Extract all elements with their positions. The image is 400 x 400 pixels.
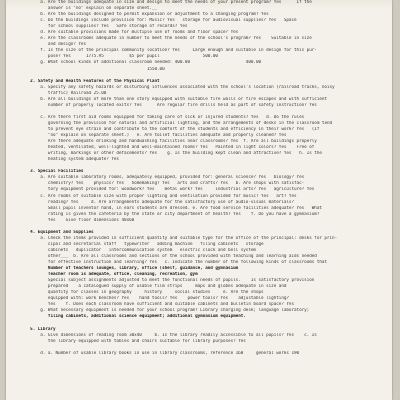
text-line: Yes f. Does each classroom have sufficient and suitable cabinets and bulletin board space? Yes xyxy=(20,302,295,308)
text-line: 1550.00 xyxy=(20,66,165,72)
text-line: reading? Yes d. Are arrangements adequate for the satisfactory use of audio-visual materials? xyxy=(20,199,295,205)
text-line: number of properly located exits? Yes Are regular fire drills held as part of safety instruction? Yes xyxy=(20,102,317,108)
text-line: filing cabinets, additional science equipment; additional gymnasium equipment. xyxy=(20,314,246,320)
text-line: a. Give dimensions of reading room 30x40 b. Is the library readily accessible to all pupils? Yes c. Is xyxy=(20,332,317,338)
text-line: d. a. Number of usable library books in use in library classrooms, reference 160 general works 190 xyxy=(20,350,300,356)
text-line: tory equipment provided for: woodwork? Yes metal work? Yes industrial arts? Yes agriculture? Yes xyxy=(20,187,315,193)
text-line: Yes Give floor dimensions 40x60 xyxy=(20,217,135,223)
text-line: answer is "no" explain on separate sheet.__ xyxy=(20,6,158,12)
text-line: heated, ventilated, well-lighted and well-maintained rooms? Yes Painted in light colors? Yes Free of xyxy=(20,145,315,151)
text-line: cabinets duplicator intercommunication system electric clock and bell system xyxy=(20,247,256,253)
text-line: heating system adequate? Yes xyxy=(20,157,119,163)
text-line: for school supplies? Yes Safe storage of records? Yes xyxy=(20,24,188,30)
text-line: c. Are there first aid rooms equipped for taking care of sick or injured students? Yes d. Do the rules xyxy=(20,114,305,120)
text-line: Number of teachers lounges, library, office (shelf, guidance, and gymnasium xyxy=(20,266,239,272)
text-line: a. Check the items provided in sufficient quantity and suitable type for the office of the principal: desks for prin- xyxy=(20,235,338,241)
text-line: chemistry? Yes physics? Yes homemaking? Yes arts and crafts? Yes b. Are shops with satisfac- xyxy=(20,181,305,187)
document-text xyxy=(20,0,384,357)
text-line: g. What school kinds of additional classroom needed: 400.00 400.00 xyxy=(20,60,262,66)
text-line: d. Are suitable provisions made for multiple use of rooms and floor space? Yes xyxy=(20,30,239,36)
text-line: e. Are the classrooms adequate in number to meet the needs of the school's program? Yes Suitable in size xyxy=(20,36,312,42)
text-line: governing the provision for natural and artificial lighting, and the arrangements of desks in the classroom tend xyxy=(20,120,333,126)
text-line: a. Are the buildings adequate in size and design to meet the needs of your present program? Yes If the xyxy=(20,0,312,5)
text-line: cipal and secretarial staff typewriter adding machine filing cabinets storage xyxy=(20,241,264,247)
text-line: other___ b. Are all classrooms and sections of the school provided with teaching and learning aids needed xyxy=(20,253,317,259)
text-line: equipped with: work benches? Yes hand tools? Yes power tools? Yes adjustable lighting? xyxy=(20,296,289,302)
text-line: Teacher room is adequate, office, cleaning, recreation, gym xyxy=(20,272,198,278)
text-line: 2. Safety and Health Features of the Physical Plant xyxy=(20,78,160,84)
text-line: 3. Special Facilities xyxy=(20,169,84,175)
text-line: pose? Yes 1775.95 $5 per pupil 500.00 xyxy=(20,54,218,60)
text-line: g. What necessary equipment is needed for your school program? Library charging desk; language laboratory; xyxy=(20,308,310,314)
text-line: c. Are rooms of suitable size with proper lighting and ventilation provided for music? Yes art? Yes xyxy=(20,193,297,199)
text-line: to prevent eye strain and contribute to the comfort of the students and efficiency in their work? Yes (If xyxy=(20,126,320,132)
text-line: a. Specify any safety hazards or disturbing influences associated with the school's location (railroad tracks, noisy xyxy=(20,84,335,90)
text-line: f. Is the size of the principal community location? Yes Large enough and suitable in design for this pur- xyxy=(20,48,317,54)
text-line: quantity for classes in geography history social studies e. Are the shops xyxy=(20,290,264,296)
text-line: and design? Yes xyxy=(20,42,86,48)
text-line: writing, markings or other defacements? Yes g. Is the building kept clean and attractive? Yes h. Is the xyxy=(20,151,322,157)
text-line: b. Are all buildings of more than one story equipped with suitable fire walls or fire escapes and with sufficient xyxy=(20,96,327,102)
text-line: Are there adequate drinking and handwashing facilities near classrooms? Yes f. Are all buildings properly xyxy=(20,139,317,145)
text-line: "no" explain on separate sheet.) e. Are toilet facilities adequate and properly cleaned? Yes xyxy=(20,133,287,139)
text-line: Special subject assignments adjusted to meet the functional needs of pupils. Is satisfactory provision xyxy=(20,278,315,284)
text-line: rating is given the cafeteria by the state or city department of health? Yes f. Do you have a gymnasium? xyxy=(20,211,320,217)
text-line: the library equipped with tables and chairs suitable for library purposes? Yes xyxy=(20,338,246,344)
text-line: 5. Library xyxy=(20,326,56,332)
text-line: c. Do the buildings include provision for: Music? Yes storage for audiovisual supplies? Yes Space xyxy=(20,18,297,24)
text-line: for effective instruction and learning? Yes c. Indicate the number of the following kinds of classrooms that xyxy=(20,260,327,266)
text-line: traffic) Railroad 25.00 xyxy=(20,90,107,96)
text-line: b. Are the buildings designed to permit expansion or adjustment to a changing program? Yes xyxy=(20,12,269,18)
text-line: prepared a catalogued supply of usable film strips maps and globes adequate in size and xyxy=(20,284,287,290)
text-line: a. Are suitable laboratory rooms, adequately equipped, provided for: general science? Yes biology? Yes xyxy=(20,175,305,181)
text-line: Small pupil inventor hand, in ears students are dressed. e. Are food service facilities adequate? Yes What xyxy=(20,205,322,211)
document-page xyxy=(6,0,392,400)
text-line: 4. Equipment and Supplies xyxy=(20,229,94,235)
